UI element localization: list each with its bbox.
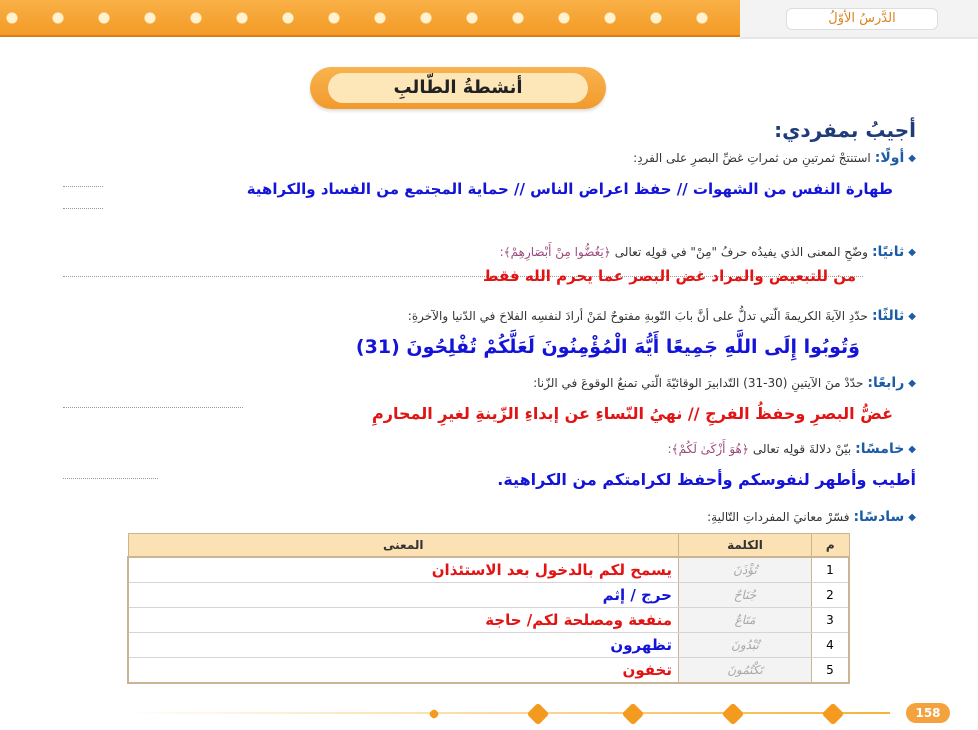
row-word: مَتَاعٌ [679, 608, 812, 633]
row-number: 4 [812, 633, 850, 658]
ornament-star [622, 703, 645, 726]
header-meaning: المعنى [128, 534, 679, 558]
diamond-bullet-icon: ◆ [908, 310, 916, 322]
ornament-star [527, 703, 550, 726]
row-word: تُبْدُونَ [679, 633, 812, 658]
vocabulary-table [127, 533, 850, 684]
diamond-bullet-icon: ◆ [908, 246, 916, 258]
page-title: أنشطةُ الطّالبِ [328, 73, 588, 103]
answer-1: طهارة النفس من الشهوات // حفظ اعراض الناس // حماية المجتمع من الفساد والكراهية [246, 180, 893, 198]
table-row [128, 608, 849, 633]
table-row [128, 633, 849, 658]
lesson-label: الدَّرسُ الأوّلُ [786, 8, 938, 30]
row-number: 3 [812, 608, 850, 633]
ornament-dot [428, 708, 439, 719]
question-3: ◆ ثالثًا: حدّدِ الآيةَ الكريمةَ الّتي تدلُّ على أنَّ بابَ التّوبةِ مفتوحٌ لمَنْ أرادَ لنفسِه الفلاحَ في الدّنيا والآخرةِ: [407, 308, 916, 324]
answer-2: من للتبعيض والمراد غض البصر عما يحرم الله فقط [482, 267, 856, 285]
answer-5: أطيب وأطهر لنفوسكم وأحفظ لكرامتكم من الكراهية. [497, 470, 916, 489]
table-row [128, 557, 849, 583]
section-heading: أجيبُ بمفردي: [774, 118, 916, 142]
answer-line [63, 407, 243, 408]
header-num: م [812, 534, 850, 558]
header-panel [740, 0, 978, 39]
row-meaning: يسمح لكم بالدخول بعد الاستئذان [128, 557, 679, 583]
page-number: 158 [906, 703, 950, 723]
diamond-bullet-icon: ◆ [908, 443, 916, 455]
diamond-bullet-icon: ◆ [908, 511, 916, 523]
row-word: جُنَاحٌ [679, 583, 812, 608]
row-meaning: حرج / إثم [128, 583, 679, 608]
decorative-header-band [0, 0, 740, 37]
diamond-bullet-icon: ◆ [908, 377, 916, 389]
answer-line [63, 478, 158, 479]
question-2: ◆ ثانيًا: وضّحِ المعنى الذي يفيدُه حرفُ "مِنْ" في قولِه تعالى ﴿يَغُضُّوا مِنْ أَبْصَارِهِمْ﴾: [499, 244, 916, 260]
question-6: ◆ سادسًا: فسّرْ معانيَ المفرداتِ التّاليةِ: [707, 509, 916, 525]
row-word: تُؤْذَنَ [679, 557, 812, 583]
question-5: ◆ خامسًا: بيّنْ دلالةَ قولِه تعالى ﴿هُوَ أَزْكَىٰ لَكُمْ﴾: [667, 441, 916, 457]
ornament-star [822, 703, 845, 726]
answer-line [63, 208, 103, 209]
table-row [128, 583, 849, 608]
activities-title-pill [310, 67, 606, 109]
row-word: تَكْتُمُونَ [679, 658, 812, 684]
table-header-row [128, 534, 849, 558]
row-meaning: تخفون [128, 658, 679, 684]
header-word: الكلمة [679, 534, 812, 558]
row-number: 5 [812, 658, 850, 684]
footer-ornament-line [120, 712, 890, 714]
row-meaning: تظهرون [128, 633, 679, 658]
row-meaning: منفعة ومصلحة لكم/ حاجة [128, 608, 679, 633]
answer-line [63, 186, 103, 187]
table-row [128, 658, 849, 684]
diamond-bullet-icon: ◆ [908, 152, 916, 164]
answer-3: وَتُوبُوا إِلَى اللَّهِ جَمِيعًا أَيُّهَ الْمُؤْمِنُونَ لَعَلَّكُمْ تُفْلِحُونَ (31) [355, 336, 860, 358]
answer-4: غضُّ البصرِ وحفظُ الفرجِ // نهيُ النّساءِ عن إبداءِ الزّينةِ لغيرِ المحارمِ [372, 404, 893, 423]
row-number: 1 [812, 557, 850, 583]
question-1: ◆ أولًا: استنتجْ ثمرتينِ من ثمراتِ غضِّ البصرِ على الفردِ: [633, 150, 916, 166]
question-4: ◆ رابعًا: حدّدْ منَ الآيتينِ (30-31) التّدابيرَ الوقائيّةَ الّتي تمنعُ الوقوعَ في الزّنا: [533, 375, 916, 391]
ornament-star [722, 703, 745, 726]
row-number: 2 [812, 583, 850, 608]
